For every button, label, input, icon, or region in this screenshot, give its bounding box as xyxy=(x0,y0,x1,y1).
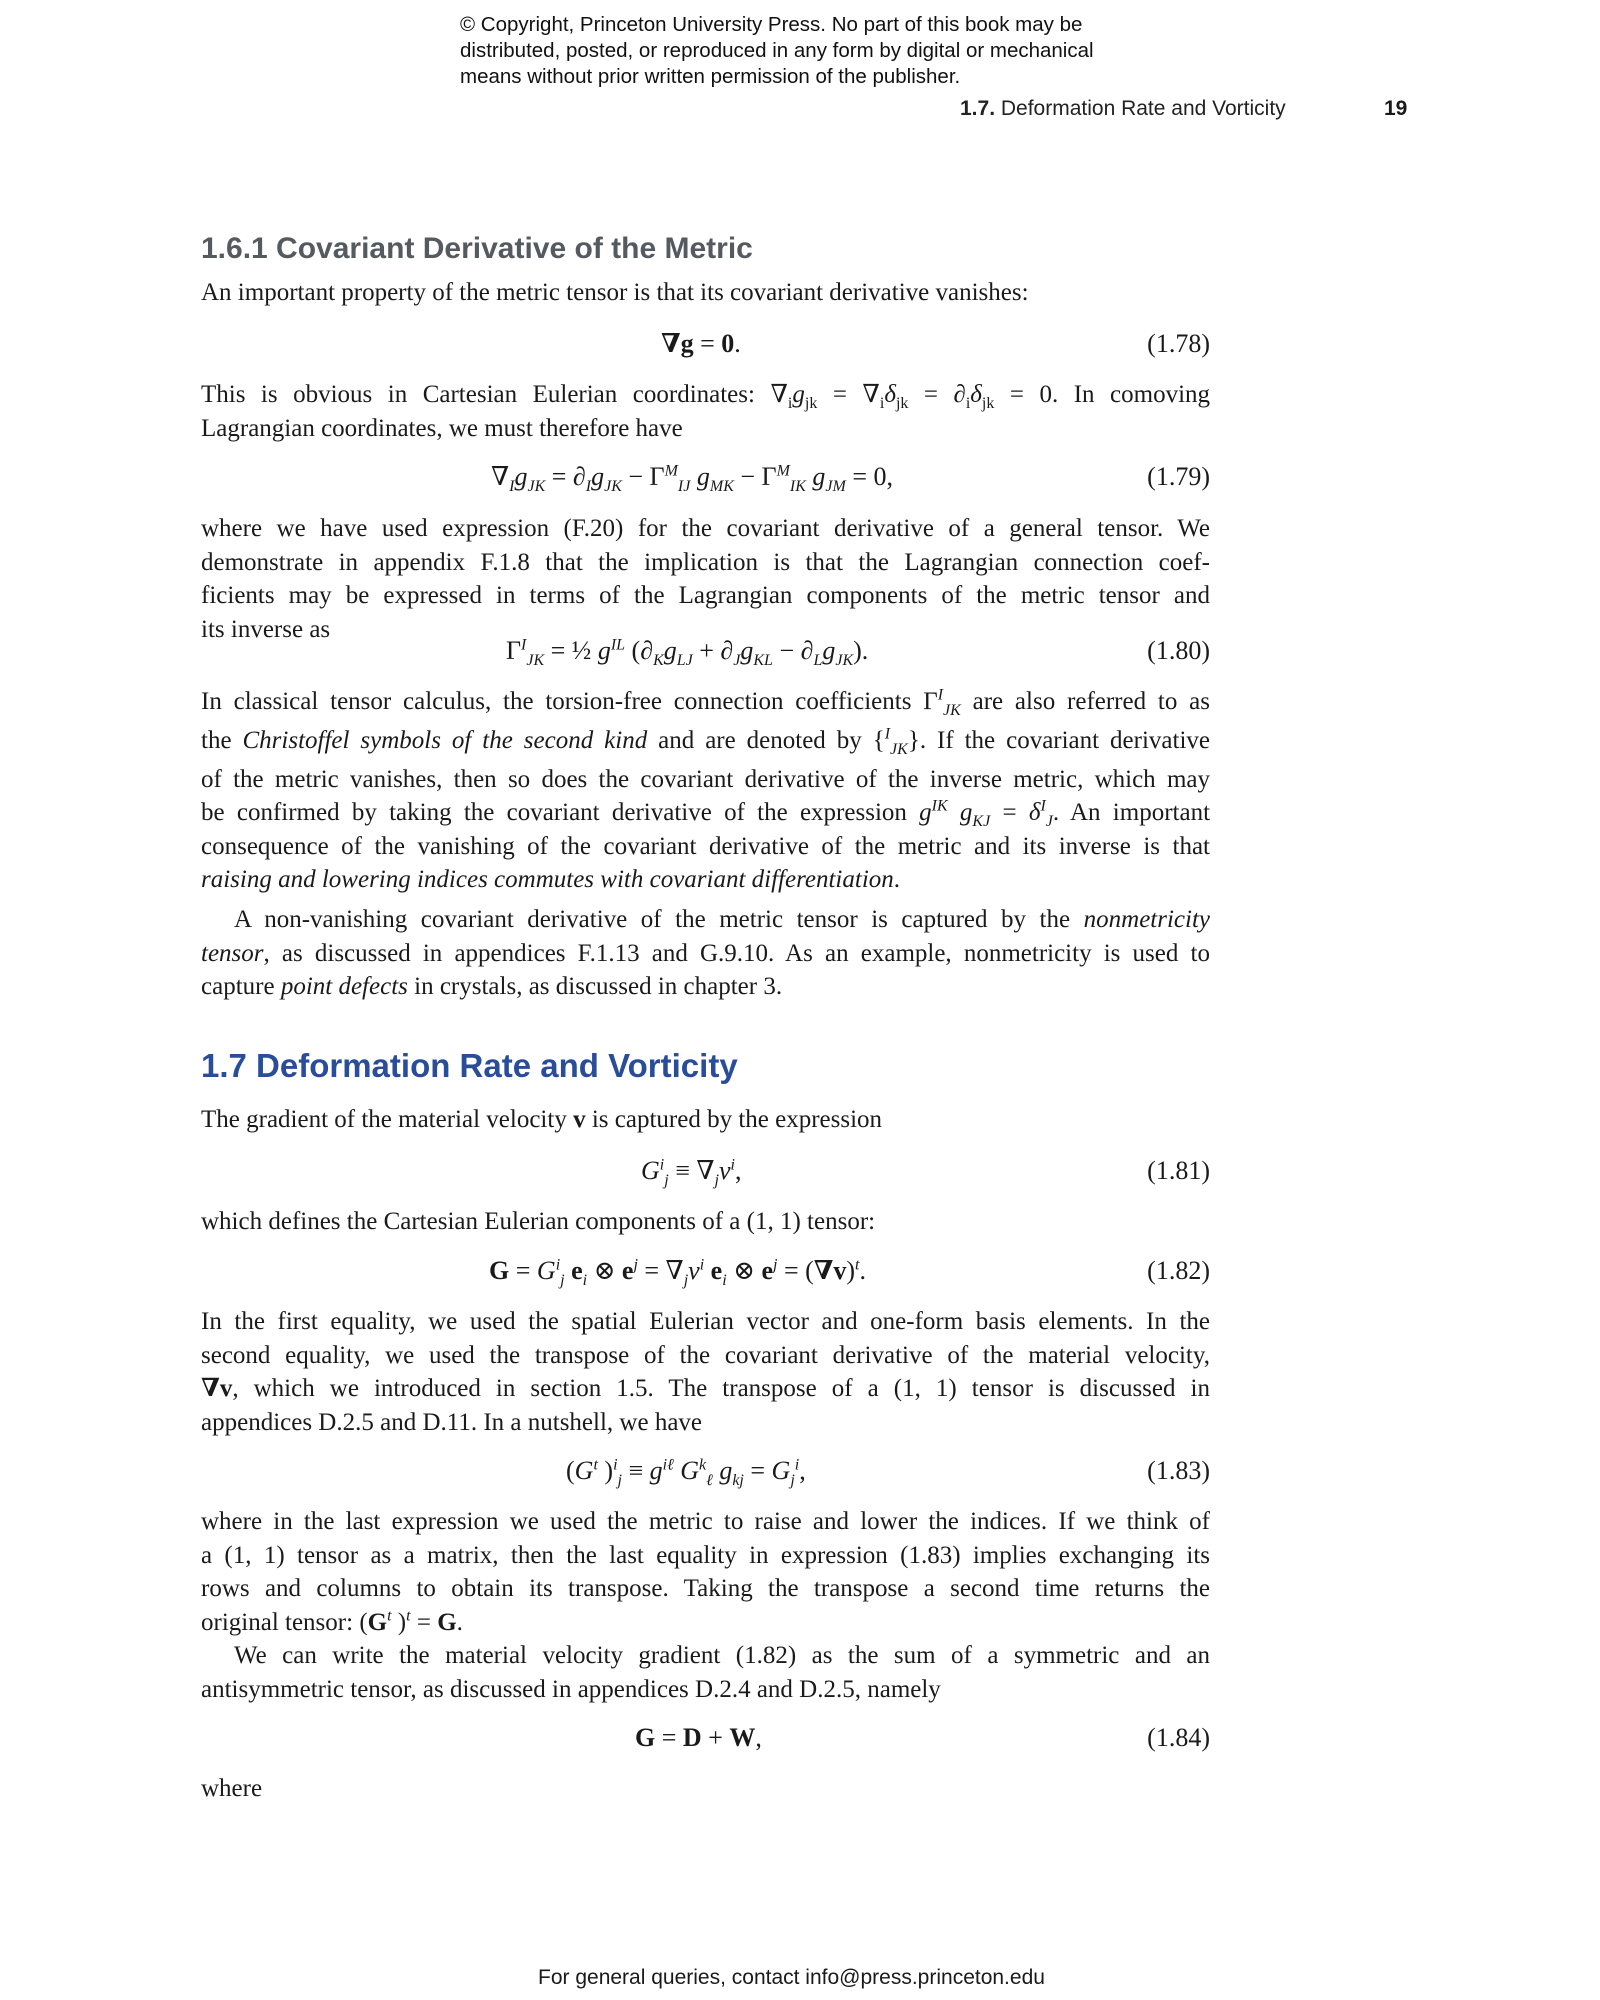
italic-term: tensor xyxy=(201,939,264,967)
text-line: antisymmetric tensor, as discussed in appendices D.2.4 and D.2.5, namely xyxy=(201,1675,941,1703)
text-fragment: in crystals, as discussed in chapter 3. xyxy=(414,973,783,1000)
text-line xyxy=(201,863,1210,897)
text-line: a (1, 1) tensor as a matrix, then the last equality in expression (1.83) implies exchanging its xyxy=(201,1541,1210,1569)
inline-math: ∇v xyxy=(201,1375,233,1402)
text-line xyxy=(201,970,1210,1004)
paragraph-decomposition xyxy=(201,1639,1210,1706)
text-line xyxy=(201,1606,1210,1640)
text-line xyxy=(201,796,1210,830)
text-fragment: . xyxy=(893,866,901,893)
text-fragment: and are denoted by xyxy=(658,726,862,754)
text-fragment: original tensor: xyxy=(201,1608,354,1636)
equation-body: $\nabla_Ig_{JK} = \partial_Ig_{JK} - \Gamma^M_{IJ}$ $g_{MK} - \Gamma^M_{IK}$ $g_{JM} = 0$, xyxy=(491,462,893,496)
text-line: In the first equality, we used the spatial Eulerian vector and one-form basis elements. In the xyxy=(201,1308,1210,1335)
text-line xyxy=(201,1372,1210,1406)
equation-number: (1.81) xyxy=(1147,1156,1210,1185)
equation-body: $G = G^i_j$ $e_i$ ⊗ $e^j = \nabla_jv^i$ $e_i$ ⊗ $e^j = (\nabla v)^t$. xyxy=(489,1256,866,1290)
inline-math: $g^{IK}$ $g_{KJ} = \delta^I_J$ xyxy=(919,797,1053,830)
text-line: demonstrate in appendix F.1.8 that the implication is that the Lagrangian connection coef- xyxy=(201,548,1210,576)
text-line xyxy=(201,903,1210,937)
paragraph-defines: which defines the Cartesian Eulerian components of a (1, 1) tensor: xyxy=(201,1208,876,1235)
text-fragment: A non-vanishing covariant derivative of the metric tensor is captured by the xyxy=(234,906,1071,933)
text-line: rows and columns to obtain its transpose. Taking the transpose a second time returns the xyxy=(201,1575,1210,1602)
paragraph-gradient xyxy=(201,1103,1210,1137)
section-heading: 1.7 Deformation Rate and Vorticity xyxy=(201,1047,738,1084)
equation-number: (1.80) xyxy=(1147,636,1210,665)
paragraph-equalities xyxy=(201,1305,1210,1439)
paragraph-cartesian xyxy=(201,378,1210,445)
text-fragment: . An important xyxy=(1052,799,1211,826)
text-line: second equality, we used the transpose of the covariant derivative of the material velocity, xyxy=(201,1341,1210,1369)
text-line xyxy=(201,685,1210,719)
text-fragment: capture xyxy=(201,973,275,1000)
copyright-notice xyxy=(460,12,1220,90)
paragraph-intro: An important property of the metric tensor is that its covariant derivative vanishes: xyxy=(201,279,1029,306)
equation-number: (1.78) xyxy=(1147,329,1210,358)
subsection-heading: 1.6.1 Covariant Derivative of the Metric xyxy=(201,232,753,265)
equation-number: (1.84) xyxy=(1147,1723,1210,1752)
text-fragment: the xyxy=(201,726,232,754)
inline-math: $\nabla_ig_{jk} = \nabla_i\delta_{jk} = \partial_i\delta_{jk} = 0$. xyxy=(770,381,1059,412)
text-fragment: The gradient of the material velocity xyxy=(201,1106,567,1133)
copyright-line: © Copyright, Princeton University Press. No part of this book may be xyxy=(460,13,1083,36)
paragraph-matrix xyxy=(201,1505,1210,1639)
text-fragment: This is obvious in Cartesian Eulerian coordinates: xyxy=(201,381,755,408)
text-fragment: . If the covariant derivative xyxy=(919,726,1210,754)
paragraph-connection xyxy=(201,512,1210,646)
italic-term: nonmetricity xyxy=(1083,906,1210,933)
text-fragment: is captured by the expression xyxy=(591,1106,883,1133)
equation-body: G = D + W, xyxy=(635,1723,762,1752)
equation-body: $\Gamma^I_{JK}$ = ½ $g^{IL}$ $(\partial_Kg_{LJ} + \partial_Jg_{KL} - \partial_Lg_{JK})$. xyxy=(506,636,869,670)
text-line: ficients may be expressed in terms of the Lagrangian components of the metric tensor and xyxy=(201,582,1210,609)
inline-math: {$^I_{JK}$} xyxy=(872,725,920,758)
italic-term: Christoffel symbols of the second kind xyxy=(242,726,648,754)
italic-term: raising and lowering indices commutes with covariant differentiation xyxy=(201,866,894,893)
copyright-line: distributed, posted, or reproduced in any form by digital or mechanical xyxy=(460,39,1094,62)
text-fragment: , which we introduced in section 1.5. The transpose of a (1, 1) tensor is discussed in xyxy=(232,1375,1210,1402)
italic-term: point defects xyxy=(280,973,408,1000)
text-line: appendices D.2.5 and D.11. In a nutshell, we have xyxy=(201,1408,703,1436)
equation-number: (1.79) xyxy=(1147,462,1210,491)
text-line: Lagrangian coordinates, we must therefore have xyxy=(201,414,683,442)
text-line: its inverse as xyxy=(201,615,331,643)
text-fragment: In classical tensor calculus, the torsion-free connection coefficients xyxy=(201,688,912,715)
equation-number: (1.83) xyxy=(1147,1456,1210,1485)
copyright-line: means without prior written permission of the publisher. xyxy=(460,65,961,88)
inline-math: v xyxy=(573,1106,586,1133)
equation-body: ∇g = 0. xyxy=(661,329,741,358)
text-fragment: In comoving xyxy=(1073,381,1211,408)
text-fragment: be confirmed by taking the covariant derivative of the expression xyxy=(201,799,907,826)
inline-math: $\Gamma^I_{JK}$ xyxy=(923,686,961,719)
text-line: where we have used expression (F.20) for the covariant derivative of a general tensor. We xyxy=(201,515,1210,542)
running-head-number: 1.7. xyxy=(960,97,996,120)
equation-number: (1.82) xyxy=(1147,1256,1210,1285)
text-line: of the metric vanishes, then so does the covariant derivative of the inverse metric, which may xyxy=(201,765,1210,793)
text-line xyxy=(201,719,1210,763)
text-line: consequence of the vanishing of the covariant derivative of the metric and its inverse is that xyxy=(201,832,1210,860)
footer-contact: For general queries, contact info@press.princeton.edu xyxy=(538,1966,1045,1989)
paragraph-christoffel xyxy=(201,685,1210,897)
paragraph-nonmetricity xyxy=(201,903,1210,1004)
running-head xyxy=(960,97,1286,121)
text-line xyxy=(201,378,1210,412)
text-line xyxy=(201,937,1210,971)
paragraph-where: where xyxy=(201,1775,263,1802)
equation-body: ($G^t$ )$^i_j \equiv g^{i\ell}$ $G^k_\ell$ $g_{kj} = G_j^i$, xyxy=(566,1456,806,1490)
page-number: 19 xyxy=(1384,97,1408,120)
inline-math: ($G^t$ )$^t$ = G. xyxy=(359,1607,463,1636)
text-fragment: , as discussed in appendices F.1.13 and G.9.10. As an example, nonmetricity is used to xyxy=(263,939,1210,967)
text-line: We can write the material velocity gradient (1.82) as the sum of a symmetric and an xyxy=(234,1642,1210,1669)
text-line: where in the last expression we used the metric to raise and lower the indices. If we think of xyxy=(201,1508,1210,1535)
text-fragment: are also referred to as xyxy=(972,688,1210,715)
equation-body: $G^i_j \equiv \nabla_jv^i$, xyxy=(641,1156,742,1190)
running-head-title: Deformation Rate and Vorticity xyxy=(1000,97,1286,120)
